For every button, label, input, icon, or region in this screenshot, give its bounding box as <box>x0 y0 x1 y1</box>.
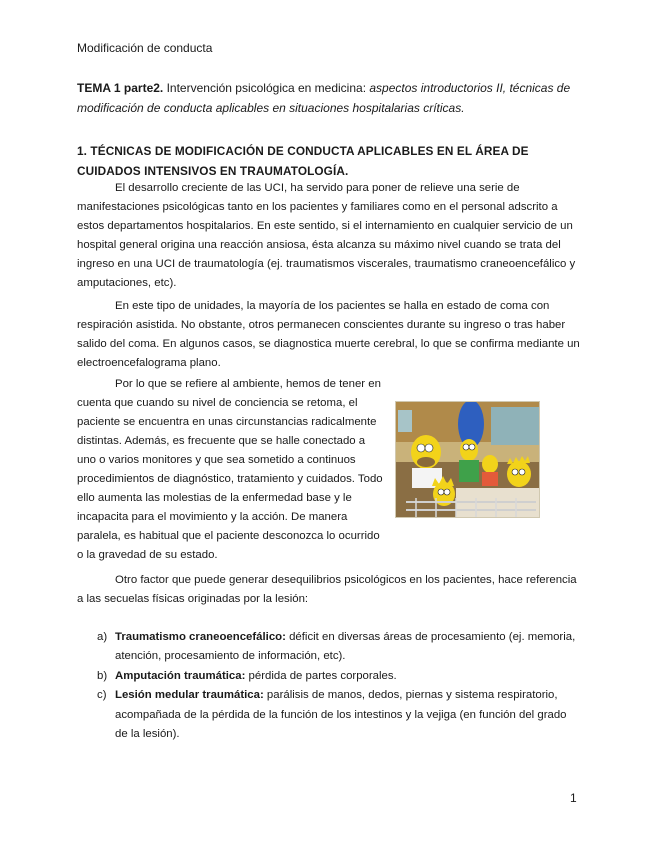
list-marker: c) <box>97 689 107 702</box>
topic-title-bold: TEMA 1 parte2. <box>77 81 164 95</box>
cartoon-hospital-illustration <box>395 401 540 518</box>
list-item <box>77 667 580 686</box>
paragraph-text: En este tipo de unidades, la mayoría de los pacientes se halla en estado de coma con respiración asistida. No obstante, otros permanecen conscientes durante su ingreso o tras haber salido del coma. En algunos casos, se diagnostica muerte cerebral, lo que se confirma mediante un electroencefalograma plano. <box>77 300 580 369</box>
paragraph-1 <box>77 179 580 293</box>
paragraph-text: Otro factor que puede generar desequilibrios psicológicos en los pacientes, hace referencia a las secuelas físicas originadas por la lesión: <box>77 574 577 605</box>
topic-title-normal: Intervención psicológica en medicina: <box>163 81 370 95</box>
topic-title <box>77 78 580 118</box>
list-text: déficit en diversas áreas de procesamiento (ej. memoria, atención, procesamiento de información, etc). <box>115 631 576 663</box>
topic-title-italic: aspectos introductorios II, técnicas de modificación de conducta aplicables en situaciones hospitalarias críticas. <box>77 81 571 115</box>
sequelae-list <box>77 628 580 744</box>
list-item <box>77 686 580 744</box>
list-marker: b) <box>97 669 108 682</box>
page-header: Modificación de conducta <box>77 41 213 55</box>
paragraph-3 <box>77 375 384 565</box>
list-text: parálisis de manos, dedos, piernas y sistema respiratorio, acompañada de la pérdida de la función de los intestinos y la vejiga (en función del grado de la lesión). <box>115 689 567 741</box>
list-term: Traumatismo craneoencefálico: <box>115 631 286 643</box>
list-term: Amputación traumática: <box>115 669 246 682</box>
paragraph-text: Por lo que se refiere al ambiente, hemos de tener en cuenta que cuando su nivel de conciencia se retoma, el paciente se encuentra en unas circunstancias radicalmente distintas. Además, es frecuente que se halle conectado a uno o varios monitores y que sea sometido a continuos procedimientos de diagnóstico, tratamiento y cuidados. Todo ello aumenta las molestias de la enfermedad base y le incapacita para el movimiento y la acción. De manera paralela, es habitual que el paciente desconozca lo ocurrido o la gravedad de su estado. <box>77 378 383 561</box>
paragraph-4 <box>77 571 580 609</box>
list-item <box>77 628 580 667</box>
paragraph-2 <box>77 297 580 373</box>
list-term: Lesión medular traumática: <box>115 689 264 702</box>
section-heading: 1. TÉCNICAS DE MODIFICACIÓN DE CONDUCTA APLICABLES EN EL ÁREA DE CUIDADOS INTENSIVOS EN TRAUMATOLOGÍA. <box>77 144 529 178</box>
page-number: 1 <box>570 791 577 805</box>
list-text: pérdida de partes corporales. <box>245 669 397 682</box>
list-marker: a) <box>97 631 108 643</box>
paragraph-text: El desarrollo creciente de las UCI, ha servido para poner de relieve una serie de manifestaciones psicológicas tanto en los pacientes y familiares como en el personal adscrito a estos departamentos hospitalarios. En este sentido, si el internamiento en cualquier servicio de un hospital general origina una reacción ansiosa, ésta alcanza su máximo nivel cuando se trata del ingreso en una UCI de traumatología (ej. traumatismos viscerales, traumatismo craneoencefálico y amputaciones, etc). <box>77 182 576 289</box>
